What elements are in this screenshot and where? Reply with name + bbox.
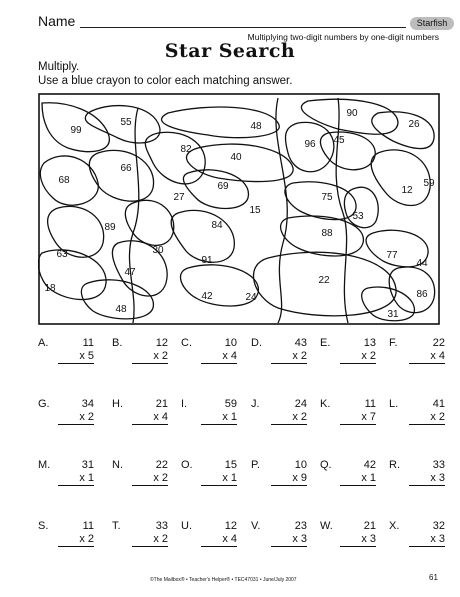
problem-multiplier: x 3 — [409, 472, 445, 486]
problem-multiplicand: 31 — [81, 459, 94, 471]
problem-multiplier: x 1 — [58, 472, 94, 486]
puzzle-number[interactable]: 15 — [249, 205, 261, 216]
page-number: 61 — [429, 573, 438, 582]
puzzle-number[interactable]: 69 — [217, 181, 229, 192]
puzzle-number[interactable]: 18 — [44, 283, 56, 294]
problem-multiplicand: 23 — [294, 520, 307, 532]
puzzle-number[interactable]: 26 — [408, 119, 420, 130]
problem-multiplicand: 10 — [294, 459, 307, 471]
problem-letter: X. — [389, 520, 400, 532]
problem-multiplicand: 41 — [432, 398, 445, 410]
problem-item — [181, 459, 237, 495]
problem-multiplier: x 7 — [340, 411, 376, 425]
problem-letter: O. — [181, 459, 193, 471]
problem-multiplier: x 2 — [271, 411, 307, 425]
puzzle-number[interactable]: 12 — [401, 185, 413, 196]
problem-multiplicand: 13 — [363, 337, 376, 349]
puzzle-number[interactable]: 63 — [56, 249, 68, 260]
problem-multiplier: x 1 — [201, 411, 237, 425]
problem-letter: B. — [112, 337, 123, 349]
problem-multiplicand: 22 — [155, 459, 168, 471]
problem-item — [389, 459, 445, 495]
problem-letter: Q. — [320, 459, 332, 471]
puzzle-number[interactable]: 42 — [201, 291, 213, 302]
problem-item — [251, 337, 307, 373]
puzzle-number[interactable]: 82 — [180, 144, 192, 155]
problem-item — [181, 337, 237, 373]
problem-multiplier: x 2 — [132, 472, 168, 486]
problem-item — [320, 520, 376, 556]
problem-letter: K. — [320, 398, 331, 410]
problem-item — [38, 337, 94, 373]
puzzle-number[interactable]: 88 — [321, 228, 333, 239]
problem-multiplicand: 34 — [81, 398, 94, 410]
problem-multiplier: x 3 — [271, 533, 307, 547]
problem-letter: V. — [251, 520, 261, 532]
problem-multiplicand: 12 — [155, 337, 168, 349]
puzzle-number[interactable]: 22 — [318, 275, 330, 286]
problem-item — [38, 459, 94, 495]
problem-multiplier: x 5 — [58, 350, 94, 364]
problem-letter: W. — [320, 520, 333, 532]
puzzle-number[interactable]: 90 — [346, 108, 358, 119]
puzzle-number[interactable]: 75 — [321, 192, 333, 203]
problem-multiplier: x 4 — [201, 350, 237, 364]
problem-multiplicand: 10 — [224, 337, 237, 349]
problem-item — [320, 398, 376, 434]
puzzle-number[interactable]: 30 — [152, 245, 164, 256]
puzzle-number[interactable]: 55 — [120, 117, 132, 128]
problem-letter: N. — [112, 459, 123, 471]
puzzle-number[interactable]: 53 — [352, 211, 364, 222]
problem-letter: G. — [38, 398, 50, 410]
problem-multiplicand: 11 — [82, 520, 94, 532]
problem-letter: D. — [251, 337, 262, 349]
problem-letter: R. — [389, 459, 400, 471]
puzzle-number[interactable]: 96 — [304, 139, 316, 150]
problem-item — [112, 520, 168, 556]
puzzle-number[interactable]: 68 — [58, 175, 70, 186]
problem-item — [112, 337, 168, 373]
puzzle-number[interactable]: 89 — [104, 222, 116, 233]
problem-item — [320, 459, 376, 495]
problem-multiplicand: 21 — [155, 398, 168, 410]
problem-multiplicand: 32 — [432, 520, 445, 532]
puzzle-number[interactable]: 77 — [386, 250, 398, 261]
problem-multiplicand: 42 — [363, 459, 376, 471]
puzzle-number[interactable]: 66 — [120, 163, 132, 174]
problem-multiplicand: 11 — [364, 398, 376, 410]
problem-item — [251, 398, 307, 434]
problem-item — [389, 337, 445, 373]
problem-multiplicand: 43 — [294, 337, 307, 349]
problem-multiplier: x 2 — [340, 350, 376, 364]
problem-letter: M. — [38, 459, 51, 471]
problem-item — [112, 398, 168, 434]
problem-multiplier: x 2 — [132, 350, 168, 364]
problem-multiplier: x 3 — [340, 533, 376, 547]
name-line[interactable] — [80, 27, 406, 28]
color-puzzle[interactable] — [38, 93, 440, 325]
puzzle-number[interactable]: 86 — [416, 289, 428, 300]
problem-item — [181, 520, 237, 556]
problem-item — [181, 398, 237, 434]
problem-multiplicand: 11 — [82, 337, 94, 349]
problem-multiplier: x 2 — [58, 533, 94, 547]
problem-letter: U. — [181, 520, 192, 532]
problem-letter: I. — [181, 398, 188, 410]
problem-letter: P. — [251, 459, 260, 471]
problem-letter: F. — [389, 337, 398, 349]
problem-letter: S. — [38, 520, 49, 532]
problem-multiplier: x 1 — [340, 472, 376, 486]
problem-letter: J. — [251, 398, 260, 410]
puzzle-number[interactable]: 91 — [201, 255, 213, 266]
problem-letter: L. — [389, 398, 399, 410]
page-title: Star Search — [164, 40, 296, 62]
problem-letter: H. — [112, 398, 123, 410]
title-badge: Starfish — [410, 17, 454, 30]
problem-multiplier: x 3 — [409, 533, 445, 547]
problem-item — [38, 520, 94, 556]
problem-multiplicand: 59 — [224, 398, 237, 410]
problem-item — [112, 459, 168, 495]
problem-letter: C. — [181, 337, 192, 349]
name-label: Name — [38, 13, 76, 29]
puzzle-number[interactable]: 24 — [245, 292, 257, 303]
problem-multiplicand: 12 — [224, 520, 237, 532]
problem-multiplicand: 22 — [432, 337, 445, 349]
puzzle-number[interactable]: 84 — [211, 220, 223, 231]
problem-item — [38, 398, 94, 434]
problem-multiplier: x 9 — [271, 472, 307, 486]
problem-letter: T. — [112, 520, 121, 532]
instruction-line-2: Use a blue crayon to color each matching answer. — [38, 75, 293, 87]
puzzle-number[interactable]: 44 — [416, 258, 428, 269]
puzzle-number[interactable]: 99 — [70, 125, 82, 136]
footer-credit: ©The Mailbox® • Teacher's Helper® • TEC47031 • June/July 2007 — [150, 577, 297, 583]
problem-item — [389, 520, 445, 556]
puzzle-number[interactable]: 48 — [250, 121, 262, 132]
problem-multiplier: x 2 — [271, 350, 307, 364]
puzzle-number[interactable]: 59 — [423, 178, 435, 189]
problem-letter: E. — [320, 337, 331, 349]
problem-multiplier: x 4 — [409, 350, 445, 364]
problem-multiplier: x 4 — [201, 533, 237, 547]
problem-multiplier: x 4 — [132, 411, 168, 425]
problem-multiplicand: 24 — [294, 398, 307, 410]
instruction-line-1: Multiply. — [38, 61, 80, 73]
problem-letter: A. — [38, 337, 49, 349]
puzzle-number[interactable]: 31 — [387, 309, 399, 320]
problem-multiplicand: 33 — [155, 520, 168, 532]
puzzle-number[interactable]: 45 — [333, 135, 345, 146]
puzzle-number[interactable]: 48 — [115, 304, 127, 315]
subtitle: Multiplying two-digit numbers by one-digit numbers — [247, 32, 439, 42]
problem-multiplier: x 2 — [132, 533, 168, 547]
problem-item — [251, 459, 307, 495]
problem-multiplicand: 33 — [432, 459, 445, 471]
problem-multiplicand: 15 — [224, 459, 237, 471]
problem-multiplier: x 2 — [409, 411, 445, 425]
problem-multiplier: x 2 — [58, 411, 94, 425]
problem-item — [251, 520, 307, 556]
problem-multiplier: x 1 — [201, 472, 237, 486]
problem-item — [389, 398, 445, 434]
puzzle-number[interactable]: 40 — [230, 152, 242, 163]
puzzle-number[interactable]: 47 — [124, 267, 136, 278]
puzzle-number[interactable]: 27 — [173, 192, 185, 203]
problem-multiplicand: 21 — [363, 520, 376, 532]
problem-item — [320, 337, 376, 373]
